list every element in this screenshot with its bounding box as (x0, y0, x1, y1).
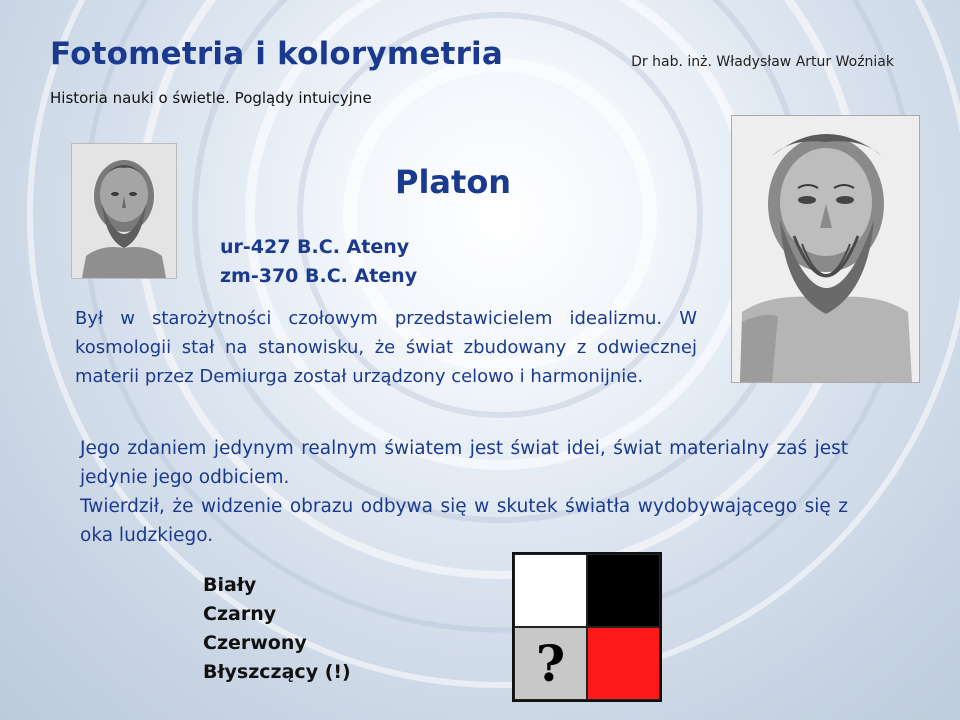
color-cell-unknown (514, 627, 587, 700)
color-list-item: Czarny (203, 603, 277, 625)
bust-illustration-small (72, 144, 176, 278)
slide-title: Fotometria i kolorymetria (50, 36, 504, 72)
color-cell-red (587, 627, 660, 700)
slide-subtitle: Historia nauki o świetle. Poglądy intuicyjne (50, 89, 372, 107)
plato-bust-image-small (71, 143, 177, 279)
author-name: Dr hab. inż. Władysław Artur Woźniak (631, 54, 894, 70)
bust-illustration-large (732, 116, 919, 382)
birth-date: ur-427 B.C. Ateny (220, 236, 410, 258)
color-list-item: Czerwony (203, 632, 307, 654)
color-grid (512, 552, 662, 702)
color-list-item: Biały (203, 574, 257, 596)
plato-bust-image-large (731, 115, 920, 383)
color-list (203, 571, 351, 687)
vision-theory-paragraph (80, 434, 848, 550)
person-name: Platon (395, 163, 512, 201)
death-date: zm-370 B.C. Ateny (220, 265, 418, 287)
biography-paragraph: Był w starożytności czołowym przedstawicielem idealizmu. W kosmologii stał na stanowisku, że świat zbudowany z odwiecznej materii przez Demiurga został urządzony celowo i harmonijnie. (75, 308, 697, 387)
color-cell-white (514, 554, 587, 627)
question-mark-icon: ? (535, 633, 566, 693)
color-list-item: Błyszczący (!) (203, 661, 351, 683)
color-cell-black (587, 554, 660, 627)
ideas-world-sentence: Jego zdaniem jedynym realnym światem jest świat idei, świat materialny zaś jest jedynie jego odbiciem. (80, 438, 848, 488)
vision-sentence: Twierdził, że widzenie obrazu odbywa się w skutek światła wydobywającego się z oka ludzkiego. (80, 496, 848, 546)
life-dates (220, 233, 417, 291)
